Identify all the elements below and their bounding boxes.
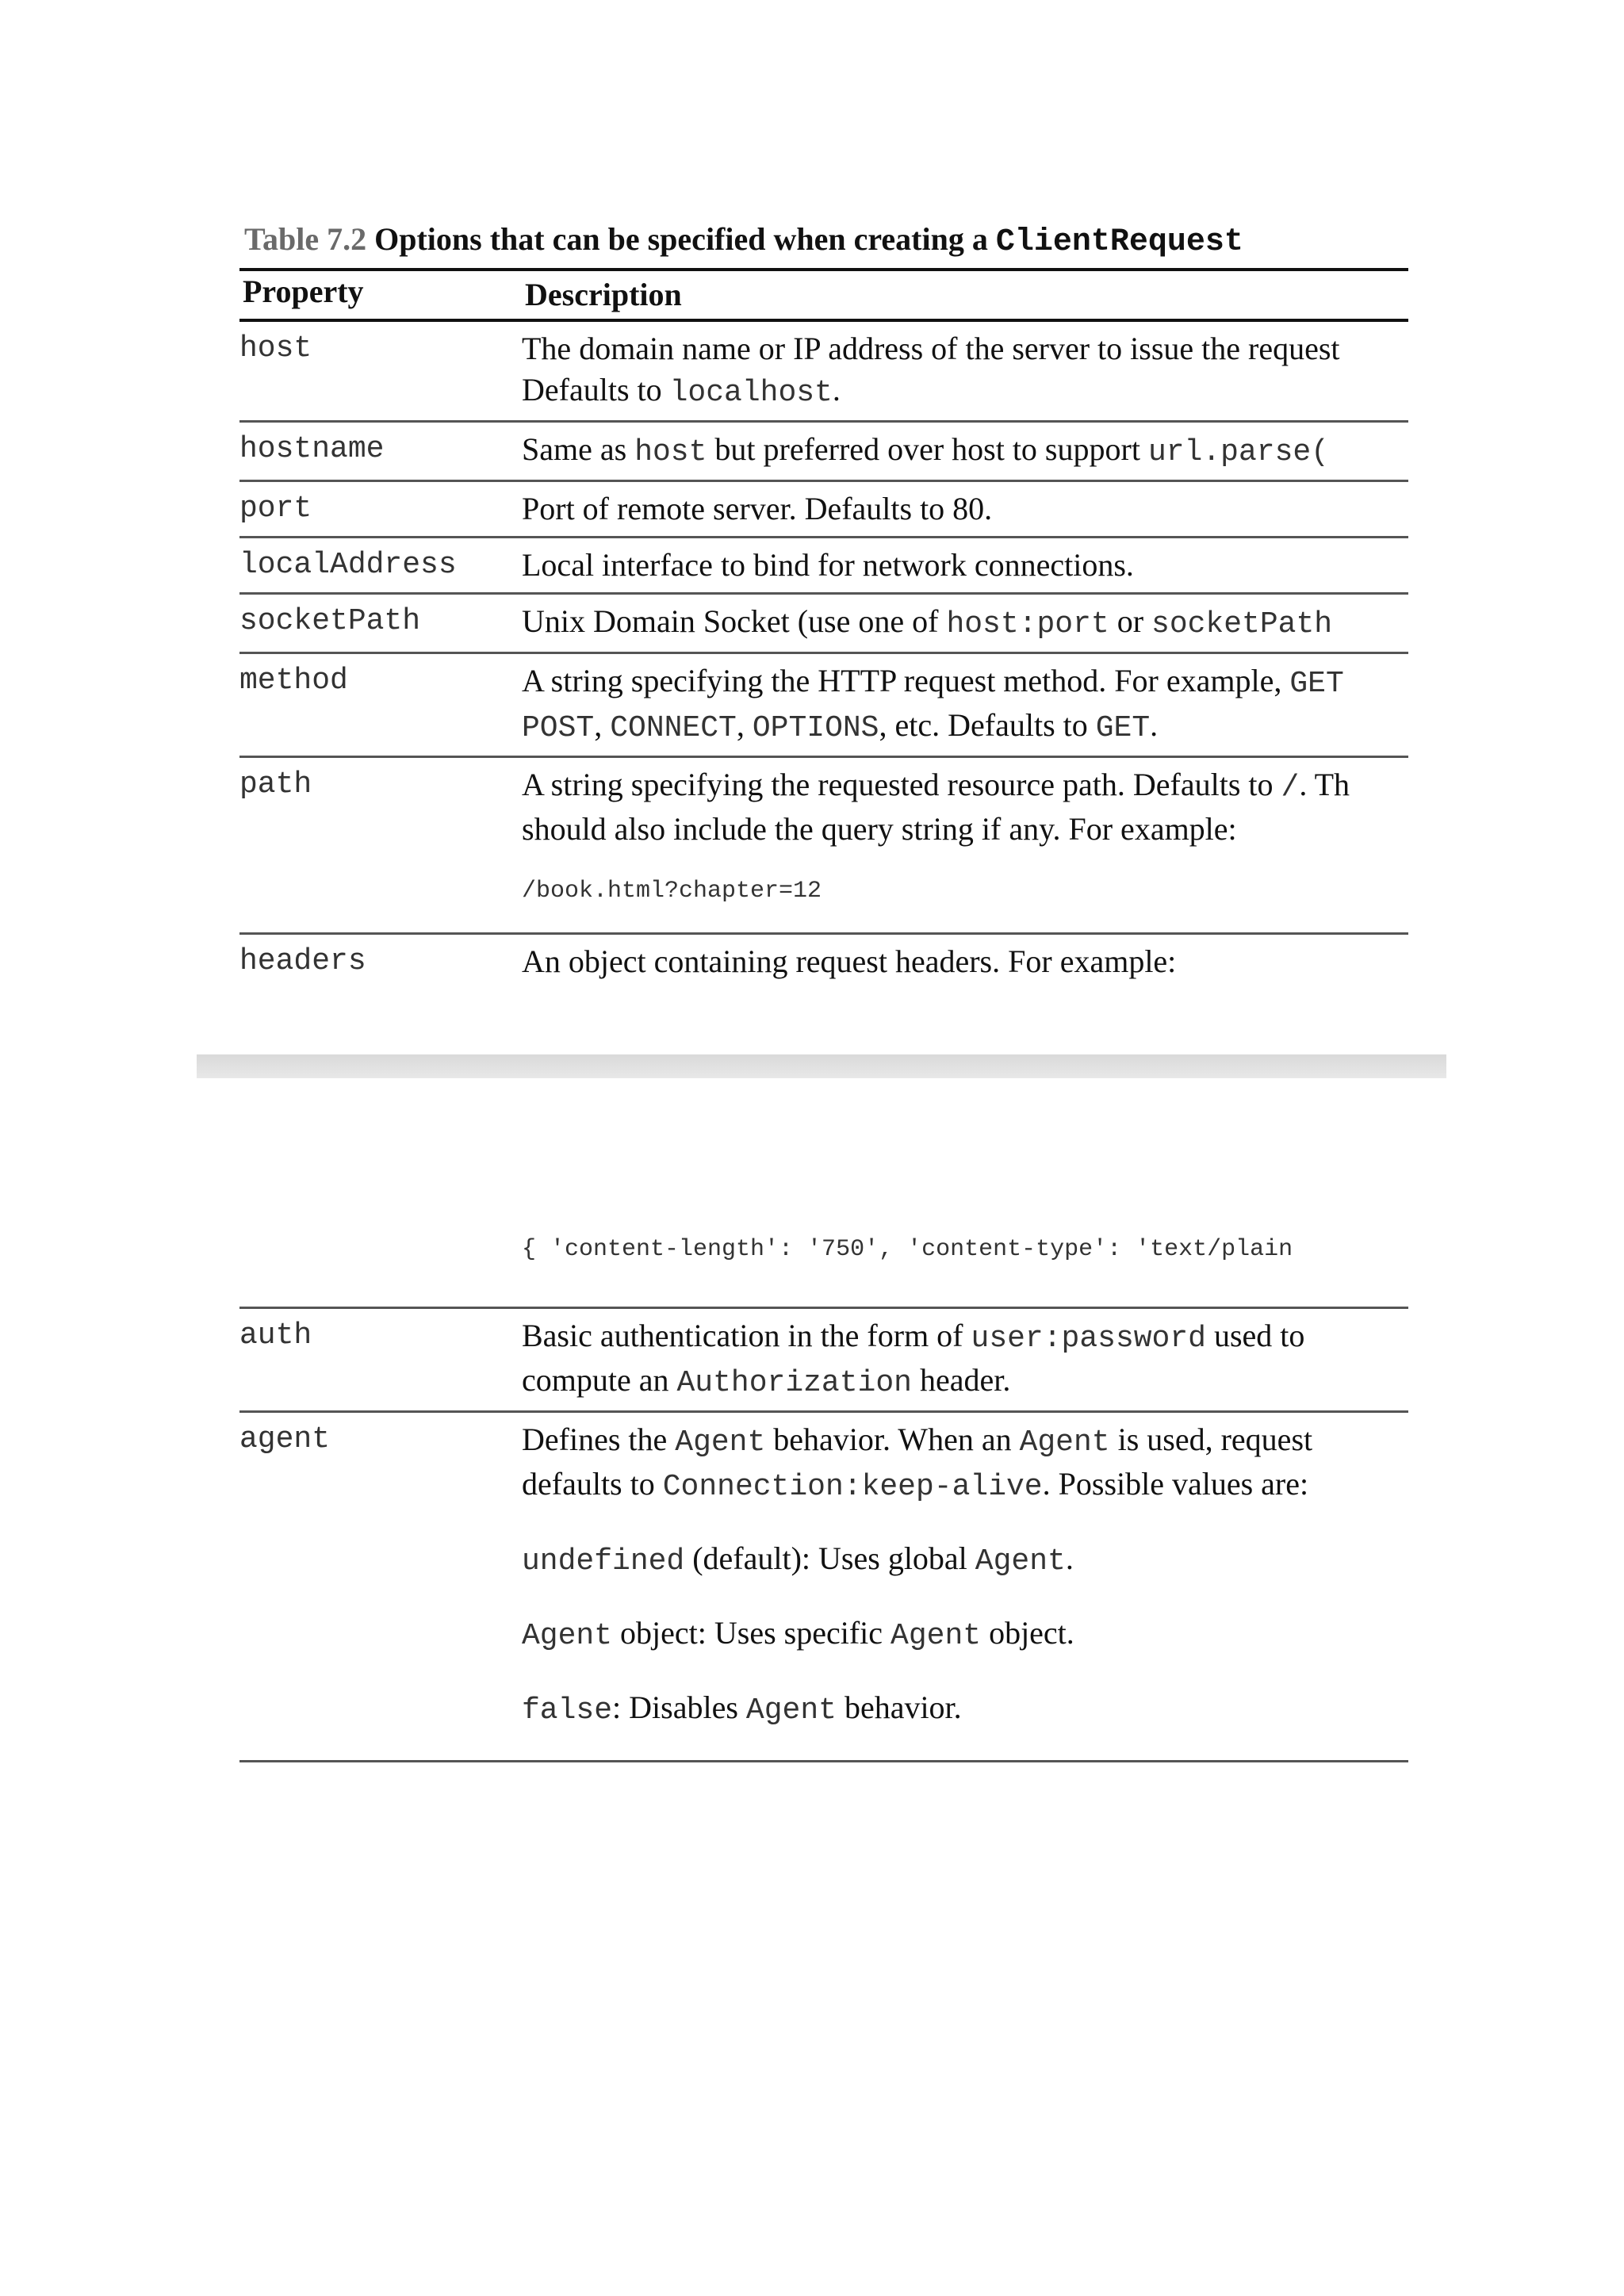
header-description: Description (525, 277, 682, 312)
desc-code: url.parse( (1147, 435, 1329, 469)
table-row (239, 935, 1408, 989)
agent-option-object (522, 1613, 1408, 1657)
code-example: { 'content-length': '750', 'content-type': 'text/plain (522, 1236, 1293, 1263)
desc-code: / (1281, 771, 1300, 805)
table-row (239, 538, 1408, 595)
table-row (239, 1413, 1408, 1762)
desc-text: Defines the (522, 1422, 676, 1457)
desc-text: Same as (522, 431, 635, 467)
desc-text: . (1065, 1540, 1074, 1576)
property-description (522, 322, 1408, 420)
desc-text: : Disables (612, 1689, 746, 1725)
table-page-1 (239, 214, 1408, 1007)
property-name: socketPath (239, 604, 421, 638)
desc-code: socketPath (1151, 607, 1333, 641)
desc-text: behavior. (836, 1689, 962, 1725)
desc-code: Connection:keep-alive (662, 1470, 1043, 1504)
property-description (522, 1413, 1408, 1760)
desc-text: Basic authentication in the form of (522, 1318, 971, 1353)
property-description: An object containing request headers. For example: (522, 943, 1177, 979)
table-row (239, 758, 1408, 935)
property-description (522, 758, 1408, 932)
property-name: auth (239, 1318, 312, 1353)
desc-line (522, 1464, 1408, 1508)
desc-text: or (1109, 603, 1152, 639)
desc-line (522, 369, 1408, 414)
desc-text: (default): Uses global (684, 1540, 975, 1576)
property-name: host (239, 331, 312, 365)
agent-option-undefined (522, 1538, 1408, 1582)
table-row (239, 595, 1408, 654)
desc-text: behavior. When an (765, 1422, 1020, 1457)
desc-code: Authorization (676, 1366, 912, 1400)
table-row (239, 1309, 1408, 1413)
property-name: localAddress (239, 548, 457, 582)
code-example: /book.html?chapter=12 (522, 878, 822, 905)
property-description (522, 654, 1408, 756)
desc-text: . Th (1299, 767, 1350, 802)
desc-line (522, 1419, 1408, 1464)
table-row-continued (239, 1229, 1408, 1309)
desc-text: object. (981, 1615, 1074, 1651)
desc-text: . (1150, 707, 1159, 743)
desc-line (522, 1315, 1408, 1360)
table-row (239, 322, 1408, 423)
property-description: Port of remote server. Defaults to 80. (522, 491, 993, 526)
desc-code: OPTIONS (752, 711, 879, 745)
desc-code: false (522, 1693, 613, 1728)
desc-line (522, 660, 1408, 705)
desc-text: , (736, 707, 753, 743)
property-name: port (239, 492, 312, 526)
desc-code: localhost (669, 376, 833, 410)
desc-text: compute an (522, 1362, 677, 1398)
desc-text: , etc. Defaults to (879, 707, 1096, 743)
property-description (522, 1309, 1408, 1410)
table-page-2 (239, 1158, 1408, 1768)
property-description (522, 595, 1408, 652)
desc-line (522, 1360, 1408, 1404)
desc-text: but preferred over host to support (707, 431, 1148, 467)
table-row (239, 482, 1408, 538)
desc-text: . Possible values are: (1042, 1466, 1309, 1502)
desc-text: object: Uses specific (612, 1615, 891, 1651)
desc-text: , (594, 707, 611, 743)
desc-line: should also include the query string if any. For example: (522, 811, 1237, 847)
table-number: Table 7.2 (244, 221, 367, 257)
desc-code: host (634, 435, 707, 469)
desc-code: GET (1289, 667, 1344, 701)
table-row (239, 654, 1408, 758)
table-caption (239, 214, 1408, 271)
property-name: method (239, 664, 348, 698)
desc-text: used to (1205, 1318, 1305, 1353)
desc-code: CONNECT (610, 711, 737, 745)
desc-code: Agent (1019, 1425, 1110, 1460)
desc-code: undefined (522, 1544, 685, 1578)
desc-code: POST (522, 711, 595, 745)
desc-code: Agent (745, 1693, 837, 1728)
desc-text: . (832, 372, 841, 408)
property-description: Local interface to bind for network connections. (522, 547, 1134, 583)
desc-text: header. (911, 1362, 1011, 1398)
desc-line (522, 705, 1408, 749)
desc-text: A string specifying the HTTP request method. For example, (522, 663, 1290, 698)
desc-line (522, 764, 1408, 809)
caption-code: ClientRequest (995, 224, 1243, 260)
property-description (522, 423, 1408, 480)
desc-code: GET (1095, 711, 1151, 745)
desc-text: is used, request (1109, 1422, 1313, 1457)
desc-code: Agent (522, 1619, 613, 1653)
desc-line: The domain name or IP address of the server to issue the request (522, 331, 1340, 366)
desc-text: Defaults to (522, 372, 670, 408)
property-name: hostname (239, 432, 385, 466)
desc-code: host:port (946, 607, 1109, 641)
desc-text: A string specifying the requested resource path. Defaults to (522, 767, 1281, 802)
desc-text: Unix Domain Socket (use one of (522, 603, 947, 639)
agent-option-false (522, 1687, 1408, 1732)
caption-text: Options that can be specified when creating a (366, 221, 996, 257)
property-name: agent (239, 1422, 331, 1456)
desc-code: Agent (975, 1544, 1066, 1578)
property-name: headers (239, 944, 366, 978)
page-divider (197, 1054, 1446, 1078)
desc-code: user:password (971, 1322, 1206, 1356)
header-property: Property (243, 274, 364, 309)
property-name: path (239, 767, 312, 802)
table-row (239, 423, 1408, 482)
desc-code: Agent (675, 1425, 766, 1460)
desc-text: defaults to (522, 1466, 663, 1502)
table-header (239, 271, 1408, 322)
desc-code: Agent (891, 1619, 982, 1653)
